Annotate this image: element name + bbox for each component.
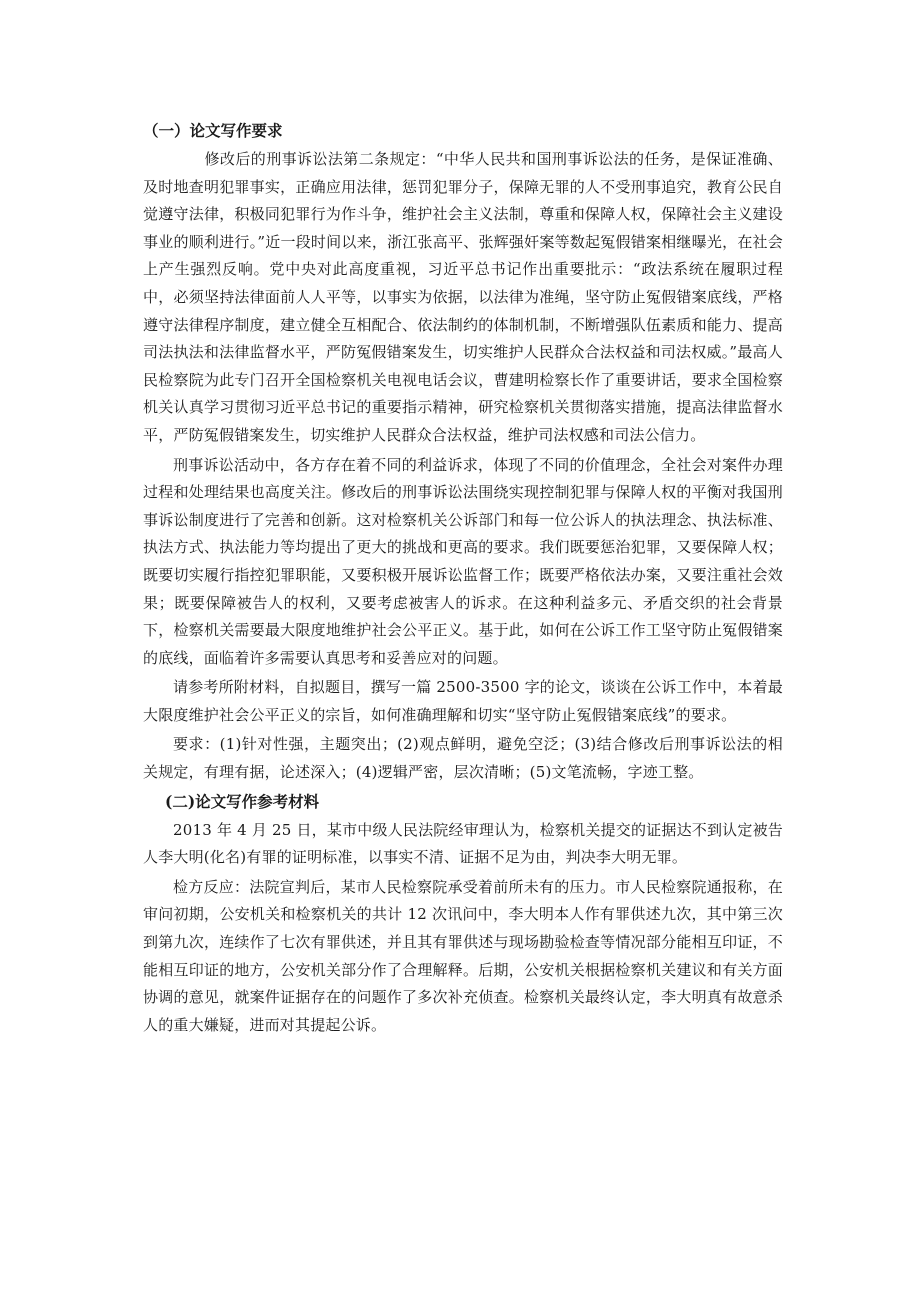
section-1-paragraph-2: 刑事诉讼活动中，各方存在着不同的利益诉求，体现了不同的价值理念，全社会对案件办理过程和处理结果也高度关注。修改后的刑事诉讼法围绕实现控制犯罪与保障人权的平衡对我国刑事诉讼制度进行了完善和创新。这对检察机关公诉部门和每一位公诉人的执法理念、执法标准、执法方式、执法能力等均提出了更大的挑战和更高的要求。我们既要惩治犯罪，又要保障人权；既要切实履行指控犯罪职能，又要积极开展诉讼监督工作；既要严格依法办案，又要注重社会效果；既要保障被告人的权利，又要考虑被害人的诉求。在这种利益多元、矛盾交织的社会背景下，检察机关需要最大限度地维护社会公平正义。基于此，如何在公诉工作工坚守防止冤假错案的底线，面临着许多需要认真思考和妥善应对的问题。 xyxy=(143,455,783,667)
section-2-paragraph-2: 检方反应：法院宣判后，某市人民检察院承受着前所未有的压力。市人民检察院通报称，在审问初期，公安机关和检察机关的共计 12 次讯问中，李大明本人作有罪供述九次，其中第三次到第九次，连续作了七次有罪供述，并且其有罪供述与现场勘验检查等情况部分能相互印证，不能相互印证的地方，公安机关部分作了合理解释。后期，公安机关根据检察机关建议和有关方面协调的意见，就案件证据存在的问题作了多次补充侦查。检察机关最终认定，李大明真有故意杀人的重大嫌疑，进而对其提起公诉。 xyxy=(143,877,783,1034)
section-2-paragraph-1: 2013 年 4 月 25 日，某市中级人民法院经审理认为，检察机关提交的证据达不到认定被告人李大明(化名)有罪的证明标准，以事实不清、证据不足为由，判决李大明无罪。 xyxy=(143,820,783,867)
section-2-heading: (二)论文写作参考材料 xyxy=(165,791,320,811)
section-1-paragraph-4: 要求：(1)针对性强，主题突出；(2)观点鲜明，避免空泛；(3)结合修改后刑事诉讼法的相关规定，有理有据，论述深入；(4)逻辑严密，层次清晰；(5)文笔流畅，字迹工整。 xyxy=(143,735,783,782)
document-body xyxy=(143,118,783,1039)
section-1-heading: （一）论文写作要求 xyxy=(143,121,283,140)
section-1-paragraph-3: 请参考所附材料，自拟题目，撰写一篇 2500-3500 字的论文，谈谈在公诉工作中，本着最大限度维护社会公平正义的宗旨，如何准确理解和切实“坚守防止冤假错案底线”的要求。 xyxy=(143,678,783,724)
section-1-paragraph-1: 修改后的刑事诉讼法第二条规定：“中华人民共和国刑事诉讼法的任务，是保证准确、及时地查明犯罪事实，正确应用法律，惩罚犯罪分子，保障无罪的人不受刑事追究，教育公民自觉遵守法律，积极同犯罪行为作斗争，维护社会主义法制，尊重和保障人权，保障社会主义建设事业的顺利进行。”近一段时间以来，浙江张高平、张辉强奸案等数起冤假错案相继曝光，在社会上产生强烈反响。党中央对此高度重视，习近平总书记作出重要批示：“政法系统在履职过程中，必须坚持法律面前人人平等，以事实为依据，以法律为准绳，坚守防止冤假错案底线，严格遵守法律程序制度，建立健全互相配合、依法制约的体制机制，不断增强队伍素质和能力、提高司法执法和法律监督水平，严防冤假错案发生，切实维护人民群众合法权益和司法权威。”最高人民检察院为此专门召开全国检察机关电视电话会议，曹建明检察长作了重要讲话，要求全国检察机关认真学习贯彻习近平总书记的重要指示精神，研究检察机关贯彻落实措施，提高法律监督水平，严防冤假错案发生，切实维护人民群众合法权益，维护司法权感和司法公信力。 xyxy=(143,150,783,444)
